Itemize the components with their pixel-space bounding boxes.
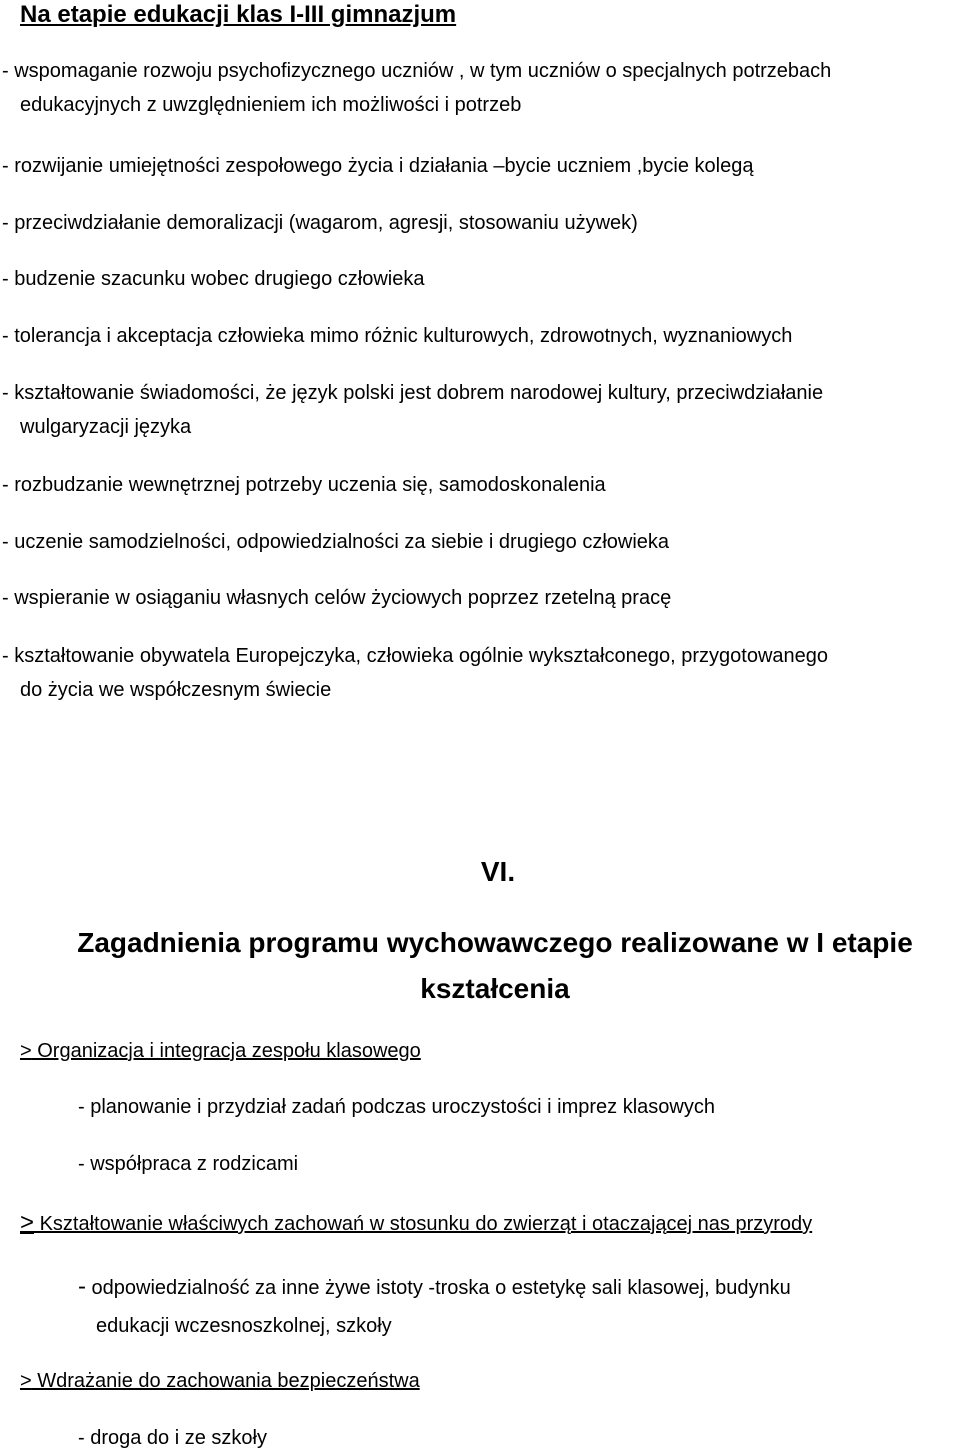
list-item <box>2 319 958 353</box>
subsection-marker: > <box>20 1370 32 1392</box>
list-item <box>2 639 958 707</box>
list-item <box>2 468 958 502</box>
list-item-line: - rozbudzanie wewnętrznej potrzeby uczenia się, samodoskonalenia <box>2 474 606 496</box>
subsection-heading <box>20 1036 421 1066</box>
subsection-item: - współpraca z rodzicami <box>78 1153 299 1175</box>
list-item-line: - wspomaganie rozwoju psychofizycznego uczniów , w tym uczniów o specjalnych potrzebach <box>2 60 832 82</box>
list-item-line: - budzenie szacunku wobec drugiego człowieka <box>2 268 425 290</box>
list-item <box>2 206 958 240</box>
subsection-item-continuation: edukacji wczesnoszkolnej, szkoły <box>96 1315 392 1337</box>
list-item <box>2 54 958 122</box>
list-item-line: - kształtowanie obywatela Europejczyka, człowieka ogólnie wykształconego, przygotowanego <box>2 645 828 667</box>
subsection-heading <box>20 1208 812 1239</box>
subsection-item: - planowanie i przydział zadań podczas uroczystości i imprez klasowych <box>78 1096 715 1118</box>
section-title <box>30 920 960 1012</box>
list-item-line: - kształtowanie świadomości, że język polski jest dobrem narodowej kultury, przeciwdziałanie <box>2 382 824 404</box>
list-item <box>2 262 958 296</box>
subsection-title: Organizacja i integracja zespołu klasowego <box>31 1040 421 1062</box>
list-item <box>2 525 958 559</box>
list-item-continuation: edukacyjnych z uwzględnieniem ich możliwości i potrzeb <box>20 94 522 116</box>
list-item <box>2 149 958 183</box>
list-item-line: - uczenie samodzielności, odpowiedzialności za siebie i drugiego człowieka <box>2 531 670 553</box>
subsection-item: - droga do i ze szkoły <box>78 1427 267 1449</box>
list-item-continuation: do życia we współczesnym świecie <box>20 679 332 701</box>
list-item-continuation: wulgaryzacji języka <box>20 416 192 438</box>
subsection-title: Kształtowanie właściwych zachowań w stosunku do zwierząt i otaczającej nas przyrody <box>34 1213 813 1235</box>
section-title-line: Zagadnienia programu wychowawczego realizowane w I etapie <box>77 927 913 958</box>
list-item-line: - przeciwdziałanie demoralizacji (wagarom, agresji, stosowaniu używek) <box>2 212 638 234</box>
subsection-marker: > <box>20 1209 35 1236</box>
list-item <box>2 581 958 615</box>
list-item-line: - rozwijanie umiejętności zespołowego życia i działania –bycie uczniem ,bycie kolegą <box>2 155 754 177</box>
subsection-item <box>78 1268 938 1345</box>
subsection-marker: > <box>20 1040 32 1062</box>
subsection-item-line: odpowiedzialność za inne żywe istoty -troska o estetykę sali klasowej, budynku <box>86 1277 791 1299</box>
subsection-heading <box>20 1366 420 1396</box>
list-item <box>2 376 958 444</box>
list-item-line: - tolerancja i akceptacja człowieka mimo różnic kulturowych, zdrowotnych, wyznaniowych <box>2 325 793 347</box>
subsection-title: Wdrażanie do zachowania bezpieczeństwa <box>31 1370 420 1392</box>
list-item-line: - wspieranie w osiąganiu własnych celów życiowych poprzez rzetelną pracę <box>2 587 672 609</box>
section-number: VI. <box>480 856 516 887</box>
top-heading: Na etapie edukacji klas I-III gimnazjum <box>20 1 457 28</box>
section-title-line: kształcenia <box>420 973 570 1004</box>
subsection-item-dash: - <box>78 1273 86 1300</box>
